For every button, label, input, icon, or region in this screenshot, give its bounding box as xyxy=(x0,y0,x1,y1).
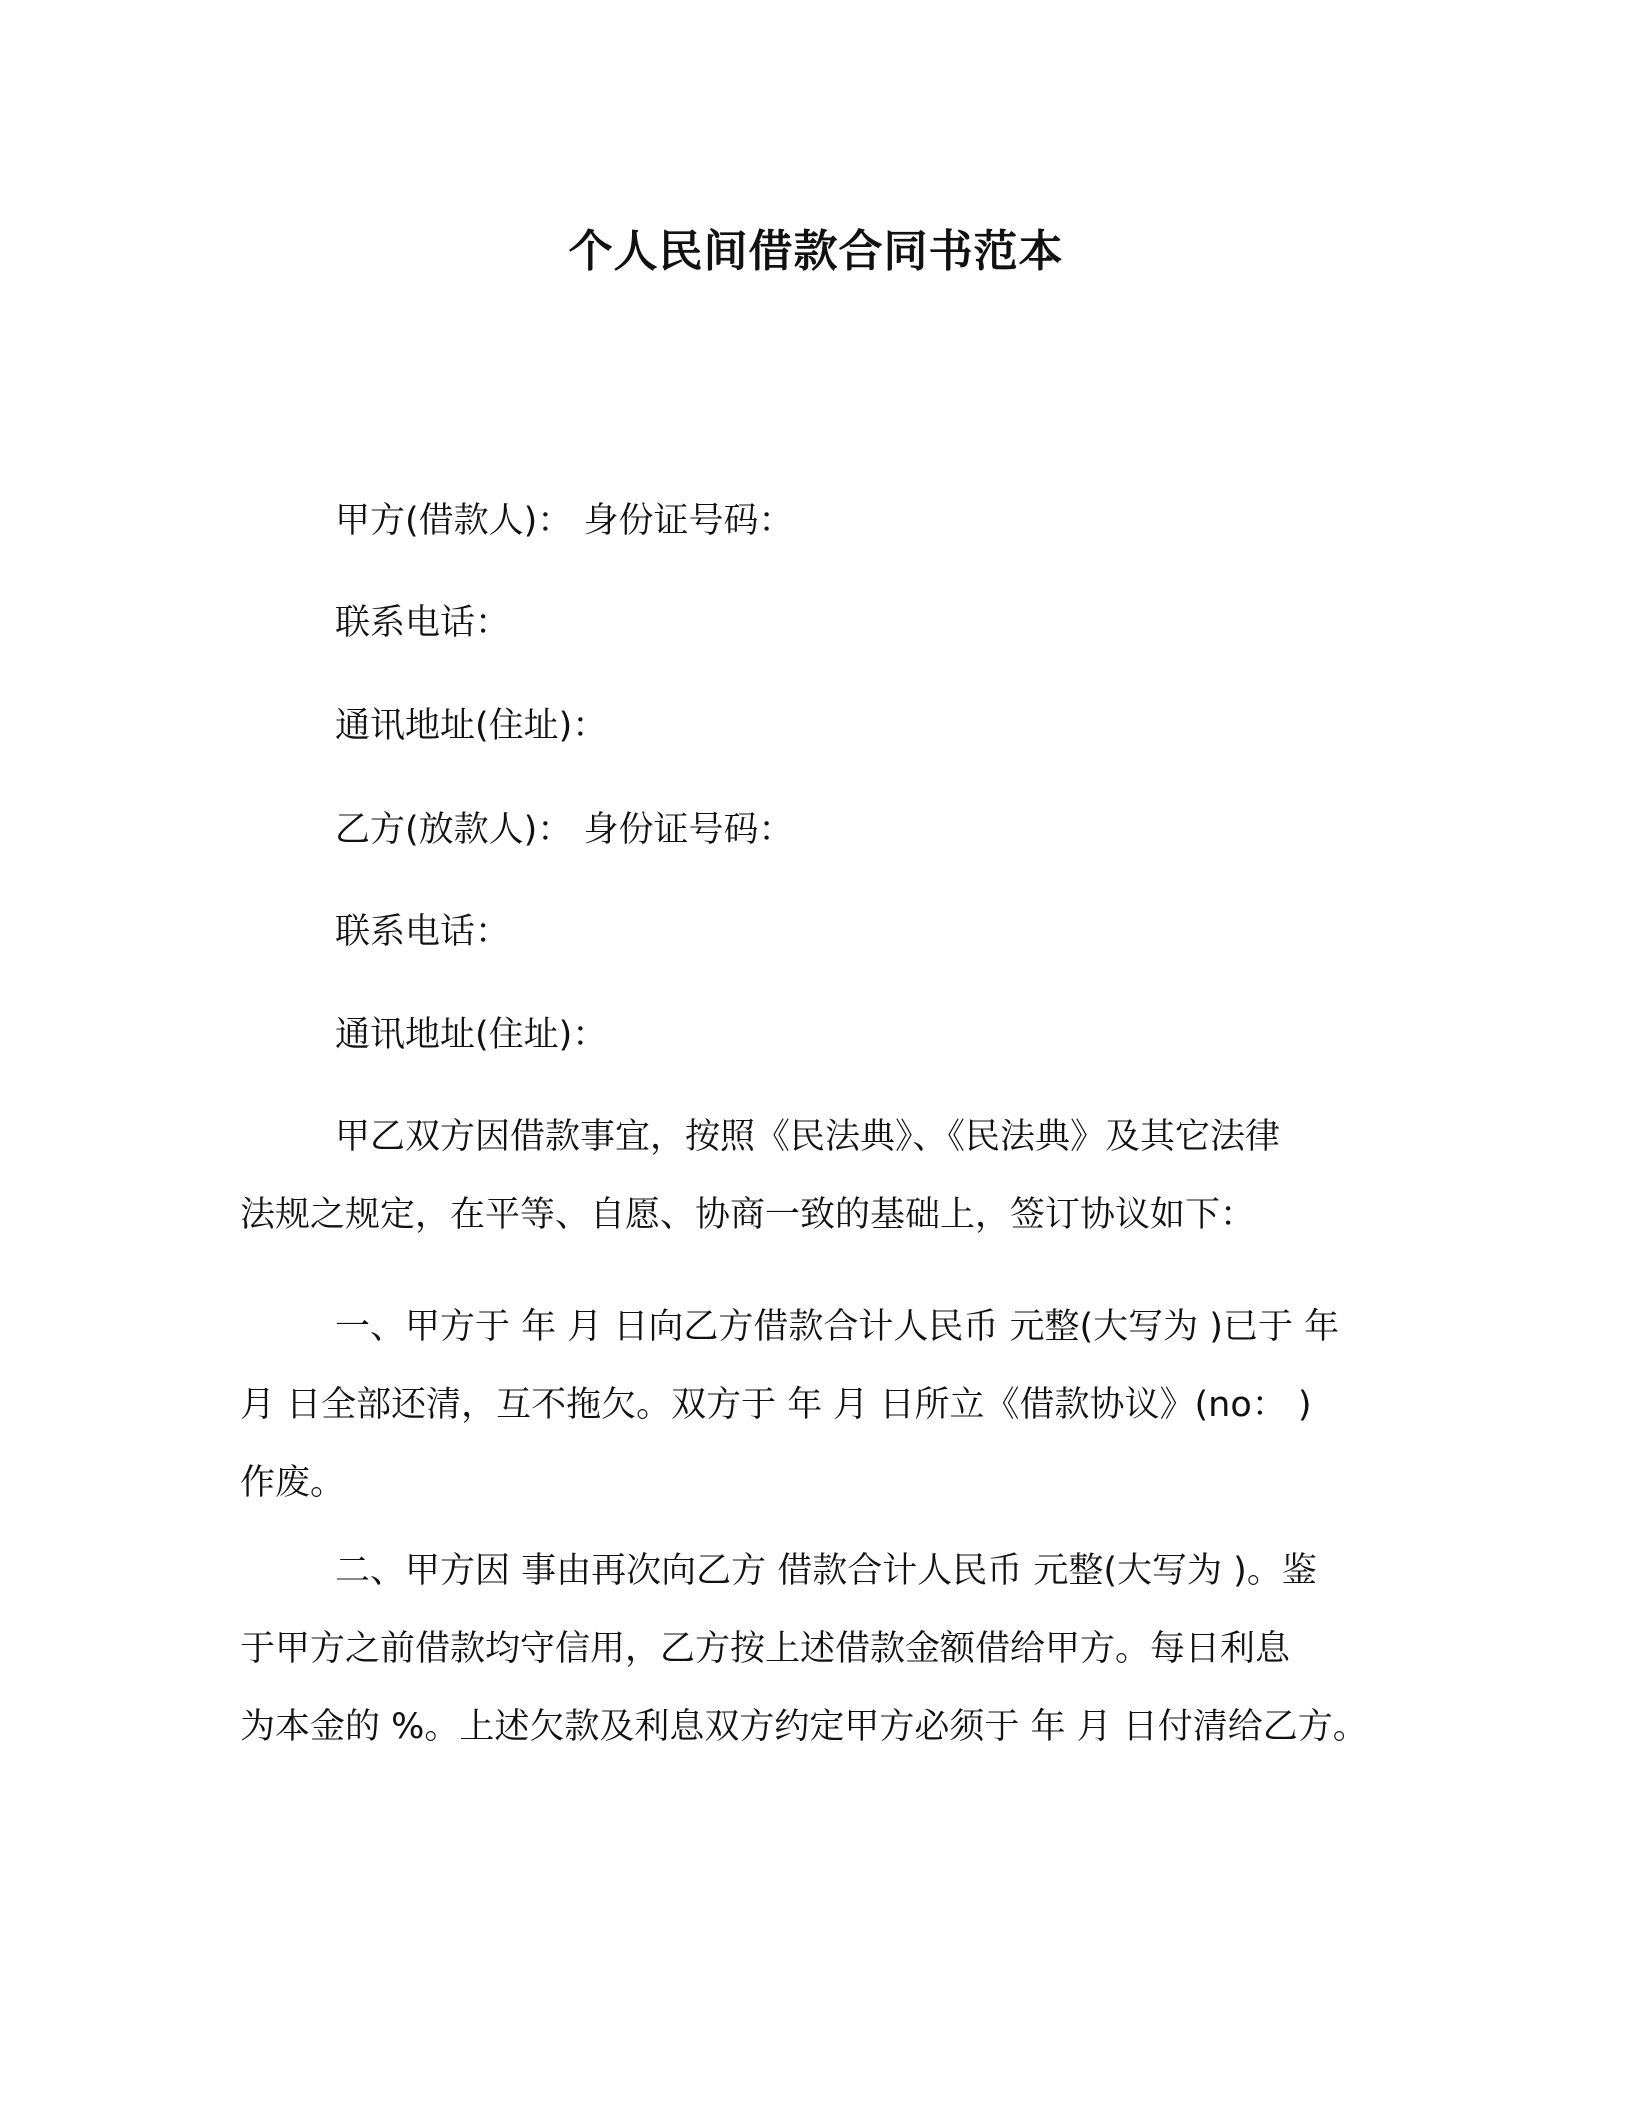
party-a-phone: 联系电话： xyxy=(335,603,511,643)
clause-2-line: 二、甲方因 事由再次向乙方 借款合计人民币 元整(大写为 )。鉴 xyxy=(335,1551,1317,1591)
party-a-address: 通讯地址(住址)： xyxy=(335,706,608,746)
clause-1-paragraph xyxy=(240,1288,1420,1522)
clause-1-line: 作废。 xyxy=(240,1463,346,1503)
party-a-id-label: 身份证号码： xyxy=(583,501,794,541)
clause-2-line: 为本金的 %。上述欠款及利息双方约定甲方必须于 年 月 日付清给乙方。 xyxy=(240,1707,1368,1747)
party-b-label: 乙方(放款人)： xyxy=(335,810,573,850)
party-a-label: 甲方(借款人)： xyxy=(335,501,573,541)
preamble-line: 甲乙双方因借款事宜，按照《民法典》、《民法典》及其它法律 xyxy=(335,1117,1281,1157)
preamble-line: 法规之规定，在平等、自愿、协商一致的基础上，签订协议如下： xyxy=(240,1195,1256,1235)
party-b-id-label: 身份证号码： xyxy=(583,810,794,850)
clause-1-line: 一、甲方于 年 月 日向乙方借款合计人民币 元整(大写为 )已于 年 xyxy=(335,1307,1340,1347)
party-b-line xyxy=(335,806,793,854)
party-b-address: 通讯地址(住址)： xyxy=(335,1015,608,1055)
clause-2-line: 于甲方之前借款均守信用，乙方按上述借款金额借给甲方。每日利息 xyxy=(240,1629,1291,1669)
party-a-line xyxy=(335,497,793,545)
preamble-paragraph xyxy=(240,1098,1420,1254)
party-b-phone: 联系电话： xyxy=(335,912,511,952)
clause-2-paragraph xyxy=(240,1532,1420,1766)
document-title: 个人民间借款合同书范本 xyxy=(568,226,1064,277)
clause-1-line: 月 日全部还清，互不拖欠。双方于 年 月 日所立《借款协议》(no： ) xyxy=(240,1385,1312,1425)
